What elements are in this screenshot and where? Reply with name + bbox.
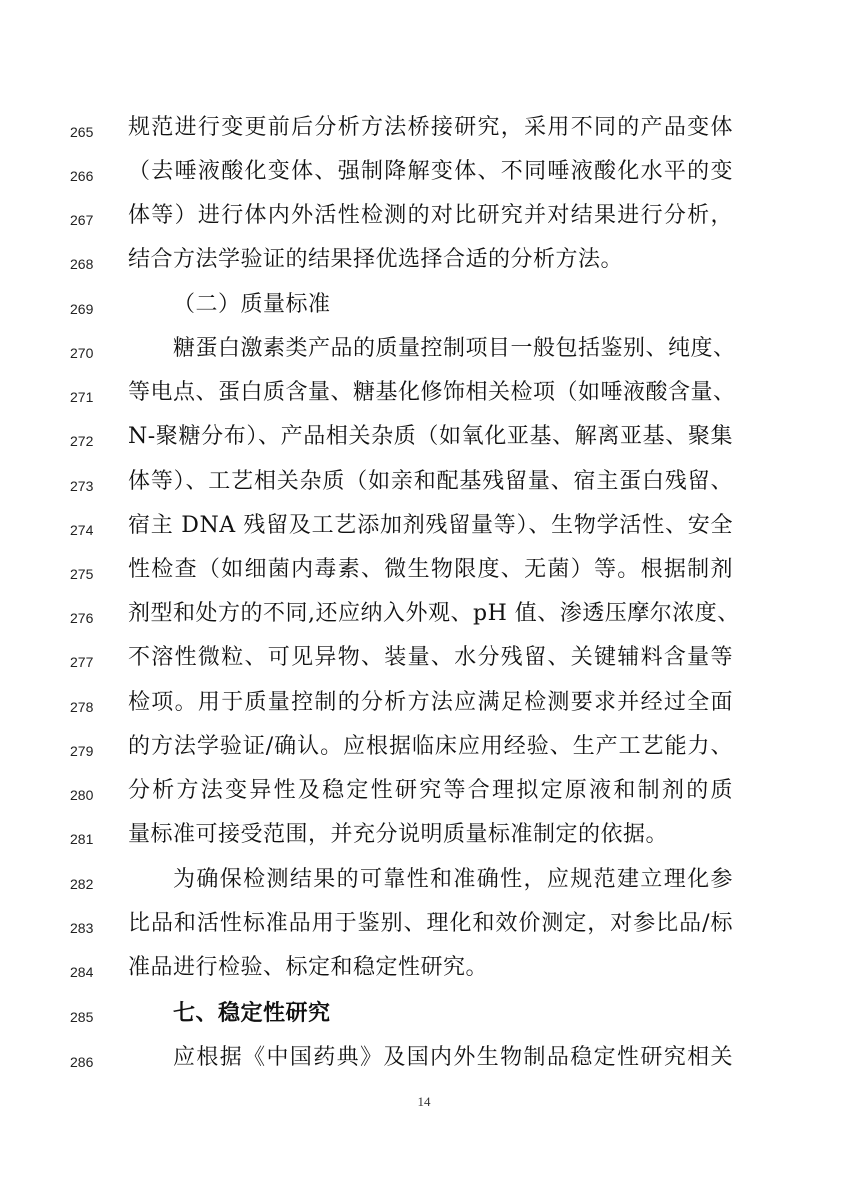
text-line: [0, 375, 848, 419]
line-number: 286: [70, 1054, 94, 1070]
line-number: 273: [70, 478, 94, 494]
text-line: [0, 110, 848, 154]
line-text: 体等）、工艺相关杂质（如亲和配基残留量、宿主蛋白残留、: [128, 469, 733, 494]
section-heading: （二）质量标准: [173, 292, 331, 317]
line-text: （去唾液酸化变体、强制降解变体、不同唾液酸化水平的变: [128, 159, 733, 184]
line-text: 准品进行检验、标定和稳定性研究。: [128, 955, 489, 980]
line-text: 体等）进行体内外活性检测的对比研究并对结果进行分析，: [128, 203, 733, 228]
line-number: 281: [70, 831, 94, 847]
line-number: 275: [70, 566, 94, 582]
text-line: [0, 729, 848, 773]
line-text: 剂型和处方的不同,还应纳入外观、pH 值、渗透压摩尔浓度、: [128, 601, 740, 626]
text-line: [0, 198, 848, 242]
line-text: 为确保检测结果的可靠性和准确性，应规范建立理化参: [173, 867, 733, 892]
line-text: 宿主 DNA 残留及工艺添加剂残留量等）、生物学活性、安全: [128, 513, 733, 538]
text-line: [0, 817, 848, 861]
line-number: 285: [70, 1009, 94, 1025]
line-number: 266: [70, 168, 94, 184]
line-number: 267: [70, 212, 94, 228]
page-number: 14: [417, 1094, 431, 1109]
line-number: 270: [70, 345, 94, 361]
text-line: [0, 640, 848, 684]
line-text: 应根据《中国药典》及国内外生物制品稳定性研究相关: [173, 1045, 733, 1070]
line-number: 280: [70, 787, 94, 803]
text-line: [0, 906, 848, 950]
line-text: 糖蛋白激素类产品的质量控制项目一般包括鉴别、纯度、: [173, 336, 736, 361]
line-number: 271: [70, 389, 94, 405]
line-text: 检项。用于质量控制的分析方法应满足检测要求并经过全面: [128, 690, 733, 715]
line-text: 等电点、蛋白质含量、糖基化修饰相关检项（如唾液酸含量、: [128, 380, 736, 405]
text-line: [0, 596, 848, 640]
text-line: [0, 950, 848, 994]
line-number: 274: [70, 522, 94, 538]
text-line: [0, 154, 848, 198]
line-number: 277: [70, 654, 94, 670]
line-number: 282: [70, 876, 94, 892]
line-text: 的方法学验证/确认。应根据临床应用经验、生产工艺能力、: [128, 734, 733, 759]
line-number: 283: [70, 920, 94, 936]
line-number: 276: [70, 610, 94, 626]
line-text: N-聚糖分布）、产品相关杂质（如氧化亚基、解离亚基、聚集: [128, 424, 733, 449]
text-line: [0, 862, 848, 906]
text-line: [0, 1040, 848, 1084]
line-number: 278: [70, 699, 94, 715]
line-number: 272: [70, 433, 94, 449]
text-line: [0, 287, 848, 331]
line-number: 269: [70, 301, 94, 317]
chapter-heading: 七、稳定性研究: [173, 1000, 331, 1026]
line-text: 不溶性微粒、可见异物、装量、水分残留、关键辅料含量等: [128, 645, 733, 670]
line-text: 结合方法学验证的结果择优选择合适的分析方法。: [128, 247, 624, 272]
line-number: 265: [70, 124, 94, 140]
text-line: [0, 685, 848, 729]
text-line: [0, 552, 848, 596]
line-number: 279: [70, 743, 94, 759]
line-text: 分析方法变异性及稳定性研究等合理拟定原液和制剂的质: [128, 778, 733, 803]
line-number: 284: [70, 964, 94, 980]
text-line: [0, 995, 848, 1039]
text-line: [0, 331, 848, 375]
text-line: [0, 242, 848, 286]
line-number: 268: [70, 256, 94, 272]
line-text: 性检查（如细菌内毒素、微生物限度、无菌）等。根据制剂: [128, 557, 733, 582]
line-text: 规范进行变更前后分析方法桥接研究，采用不同的产品变体: [128, 115, 733, 140]
text-line: [0, 419, 848, 463]
line-text: 比品和活性标准品用于鉴别、理化和效价测定，对参比品/标: [128, 911, 733, 936]
text-line: [0, 464, 848, 508]
text-line: [0, 508, 848, 552]
text-line: [0, 773, 848, 817]
line-text: 量标准可接受范围，并充分说明质量标准制定的依据。: [128, 822, 669, 847]
